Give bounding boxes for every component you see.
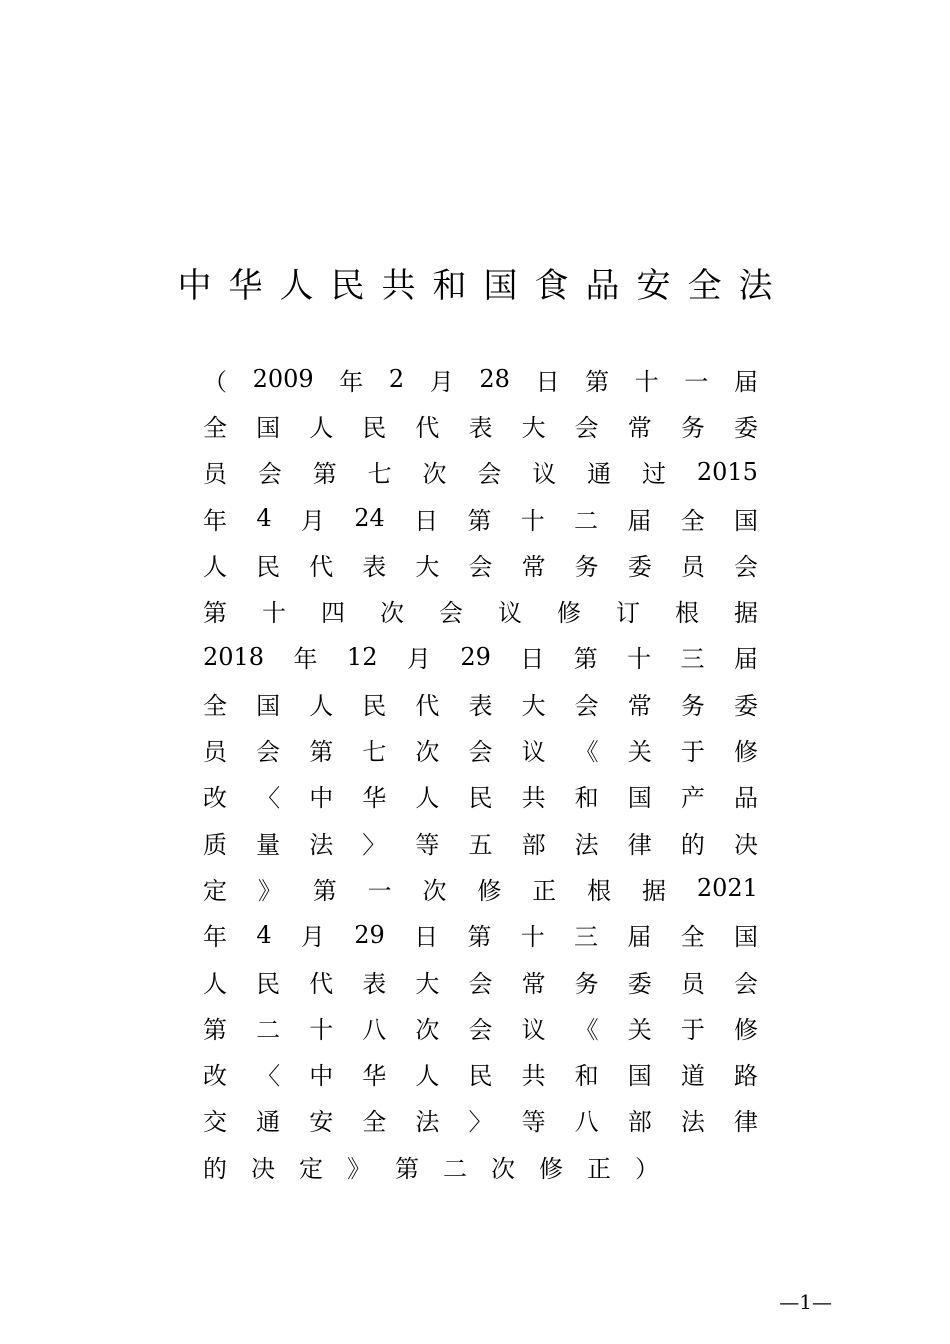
- preamble-line: [203, 1050, 758, 1096]
- preamble-token: 质: [203, 830, 227, 859]
- preamble-token: 议: [521, 1015, 546, 1044]
- preamble-token: 月: [300, 506, 325, 535]
- preamble-line: [203, 912, 758, 958]
- preamble-token: 员: [203, 460, 227, 489]
- preamble-token: 人: [415, 784, 440, 813]
- preamble-token: 会: [477, 460, 502, 489]
- preamble-token: 次: [415, 1015, 440, 1044]
- preamble-token: 关: [627, 1015, 652, 1044]
- preamble-token: 4: [256, 504, 272, 533]
- preamble-token: （: [203, 367, 227, 396]
- preamble-line: [203, 1143, 758, 1189]
- preamble-token: 民: [256, 552, 281, 581]
- preamble-token: 七: [362, 738, 387, 767]
- law-title: 中华人民共和国食品安全法: [177, 266, 790, 306]
- preamble-token: 十: [627, 645, 652, 674]
- preamble-token: 法: [680, 1108, 705, 1137]
- preamble-token: 届: [627, 506, 652, 535]
- preamble-token: 的: [680, 830, 705, 859]
- preamble-token: 次: [422, 876, 447, 905]
- preamble-token: 八: [574, 1108, 599, 1137]
- preamble-token: 交: [203, 1108, 227, 1137]
- preamble-token: 〉: [468, 1108, 493, 1137]
- preamble-token: 第: [573, 645, 598, 674]
- preamble-token: 代: [415, 413, 440, 442]
- preamble-token: 法: [415, 1108, 440, 1137]
- preamble-token: 共: [521, 784, 546, 813]
- preamble-token: 全: [680, 506, 705, 535]
- preamble-token: 会: [733, 552, 758, 581]
- preamble-token: 改: [203, 784, 227, 813]
- preamble-token: 会: [574, 691, 599, 720]
- preamble-token: 全: [362, 1108, 387, 1137]
- preamble-line: [203, 541, 758, 587]
- preamble-token: 月: [300, 923, 325, 952]
- preamble-token: 部: [521, 830, 546, 859]
- preamble-line: [203, 587, 758, 633]
- preamble-token: 七: [367, 460, 392, 489]
- preamble-token: 修: [539, 1154, 563, 1183]
- preamble-token: 路: [733, 1062, 758, 1091]
- preamble-token: 会: [468, 738, 493, 767]
- preamble-token: 24: [354, 504, 385, 533]
- preamble-token: 28: [479, 365, 510, 394]
- preamble-token: 会: [256, 738, 281, 767]
- preamble-token: 民: [256, 969, 281, 998]
- preamble-token: 等: [521, 1108, 546, 1137]
- preamble-token: 大: [415, 969, 440, 998]
- preamble-token: 民: [362, 691, 387, 720]
- preamble-line: [203, 773, 758, 819]
- preamble-token: 法: [309, 830, 334, 859]
- preamble-token: 民: [362, 413, 387, 442]
- preamble-token: 月: [406, 645, 431, 674]
- preamble-token: 常: [521, 552, 546, 581]
- preamble-token: 会: [468, 552, 493, 581]
- preamble-token: 第: [312, 460, 337, 489]
- preamble-token: 2021: [696, 874, 758, 903]
- preamble-token: 议: [498, 599, 522, 628]
- preamble-token: 〈: [256, 784, 281, 813]
- preamble-token: 修: [733, 1015, 758, 1044]
- preamble-token: 会: [468, 1015, 493, 1044]
- preamble-token: 全: [203, 413, 227, 442]
- preamble-token: 29: [460, 642, 491, 671]
- preamble-token: 改: [203, 1062, 227, 1091]
- preamble-token: 据: [734, 599, 758, 628]
- preamble-token: 委: [627, 552, 652, 581]
- preamble-token: 大: [521, 413, 546, 442]
- preamble-token: 律: [733, 1108, 758, 1137]
- preamble-token: 员: [680, 552, 705, 581]
- preamble-token: 国: [627, 1062, 652, 1091]
- preamble-token: 部: [627, 1108, 652, 1137]
- preamble-token: 三: [680, 645, 705, 674]
- preamble-token: 全: [203, 691, 227, 720]
- preamble-token: 员: [203, 738, 227, 767]
- preamble-token: 十: [634, 367, 659, 396]
- preamble-token: 第: [203, 1015, 227, 1044]
- preamble-token: 道: [680, 1062, 705, 1091]
- preamble-token: 月: [429, 367, 454, 396]
- preamble-token: 人: [309, 691, 334, 720]
- preamble-token: 修: [477, 876, 502, 905]
- preamble-token: 〉: [362, 830, 387, 859]
- preamble-token: 委: [733, 691, 758, 720]
- preamble-token: 届: [627, 923, 652, 952]
- preamble-token: 第: [309, 738, 334, 767]
- preamble-token: 共: [521, 1062, 546, 1091]
- preamble-token: 中: [309, 784, 334, 813]
- preamble-token: 会: [733, 969, 758, 998]
- preamble-token: 修: [557, 599, 581, 628]
- preamble-token: 人: [309, 413, 334, 442]
- preamble-token: 五: [468, 830, 493, 859]
- preamble-token: 定: [299, 1154, 323, 1183]
- preamble-token: 法: [574, 830, 599, 859]
- preamble-token: 人: [203, 552, 227, 581]
- preamble-token: 务: [680, 413, 705, 442]
- preamble-token: 代: [309, 969, 334, 998]
- preamble-token: 律: [627, 830, 652, 859]
- preamble-token: 2018: [203, 642, 265, 671]
- preamble-token: 决: [251, 1154, 275, 1183]
- preamble-token: 次: [422, 460, 447, 489]
- preamble-token: 29: [354, 920, 385, 949]
- preamble-token: 产: [680, 784, 705, 813]
- preamble-line: [203, 865, 758, 911]
- preamble-token: 根: [675, 599, 699, 628]
- preamble-token: 据: [642, 876, 666, 905]
- preamble-token: 委: [627, 969, 652, 998]
- preamble-token: 2015: [696, 457, 758, 486]
- preamble-token: 二: [443, 1154, 467, 1183]
- preamble-token: 会: [574, 413, 599, 442]
- preamble-line: [203, 402, 758, 448]
- preamble-token: 表: [468, 413, 493, 442]
- preamble-token: 国: [256, 691, 281, 720]
- preamble-token: 表: [468, 691, 493, 720]
- preamble-token: 2: [388, 365, 405, 394]
- preamble-token: 和: [574, 784, 599, 813]
- preamble-line: [203, 819, 758, 865]
- preamble-token: 正: [587, 1154, 611, 1183]
- preamble-token: 2009: [252, 365, 314, 394]
- preamble-token: 订: [616, 599, 640, 628]
- preamble-token: 《: [574, 738, 599, 767]
- preamble-token: 年: [203, 506, 227, 535]
- preamble-token: 会: [468, 969, 493, 998]
- preamble-token: 四: [321, 599, 345, 628]
- preamble-token: 通: [256, 1108, 281, 1137]
- preamble-token: 定: [203, 876, 227, 905]
- preamble-token: 一: [367, 876, 392, 905]
- law-preamble: [203, 356, 758, 1189]
- preamble-token: 十: [309, 1015, 334, 1044]
- preamble-token: 决: [733, 830, 758, 859]
- preamble-token: 中: [309, 1062, 334, 1091]
- preamble-token: 于: [680, 738, 705, 767]
- preamble-token: 国: [256, 413, 281, 442]
- preamble-token: 务: [574, 552, 599, 581]
- preamble-token: 议: [532, 460, 557, 489]
- preamble-token: 次: [380, 599, 404, 628]
- preamble-token: 年: [339, 367, 364, 396]
- preamble-token: 第: [395, 1154, 419, 1183]
- preamble-token: 年: [293, 645, 318, 674]
- preamble-token: 三: [574, 923, 599, 952]
- preamble-token: 议: [521, 738, 546, 767]
- preamble-token: 二: [256, 1015, 281, 1044]
- preamble-token: 国: [733, 506, 758, 535]
- preamble-token: 日: [535, 367, 560, 396]
- preamble-token: 常: [521, 969, 546, 998]
- preamble-token: 十: [520, 506, 545, 535]
- preamble-token: 全: [680, 923, 705, 952]
- preamble-token: 务: [574, 969, 599, 998]
- preamble-token: 人: [415, 1062, 440, 1091]
- preamble-token: 《: [574, 1015, 599, 1044]
- preamble-token: 等: [415, 830, 440, 859]
- preamble-token: 量: [256, 830, 281, 859]
- preamble-token: 安: [309, 1108, 334, 1137]
- preamble-token: 的: [203, 1154, 227, 1183]
- preamble-token: 国: [627, 784, 652, 813]
- preamble-token: 次: [415, 738, 440, 767]
- preamble-line: [203, 449, 758, 495]
- preamble-token: 4: [256, 920, 272, 949]
- preamble-token: 过: [642, 460, 666, 489]
- preamble-token: 第: [203, 599, 227, 628]
- preamble-token: 届: [733, 645, 758, 674]
- preamble-token: 大: [415, 552, 440, 581]
- preamble-line: [203, 634, 758, 680]
- preamble-token: 第: [585, 367, 610, 396]
- preamble-token: 会: [439, 599, 463, 628]
- preamble-token: 二: [574, 506, 599, 535]
- preamble-line: [203, 1097, 758, 1143]
- preamble-token: 年: [203, 923, 227, 952]
- preamble-token: 会: [257, 460, 282, 489]
- preamble-token: 八: [362, 1015, 387, 1044]
- preamble-token: 民: [468, 784, 493, 813]
- preamble-token: 通: [587, 460, 612, 489]
- page-number: —1—: [779, 1290, 832, 1314]
- preamble-token: 委: [733, 413, 758, 442]
- preamble-token: 表: [362, 552, 387, 581]
- preamble-token: 代: [415, 691, 440, 720]
- preamble-token: 日: [520, 645, 545, 674]
- preamble-token: 国: [733, 923, 758, 952]
- preamble-token: 根: [587, 876, 612, 905]
- preamble-token: 第: [467, 923, 492, 952]
- preamble-token: 12: [346, 642, 378, 671]
- preamble-token: 十: [520, 923, 545, 952]
- preamble-token: 一: [684, 367, 709, 396]
- preamble-token: 于: [680, 1015, 705, 1044]
- preamble-token: 民: [468, 1062, 493, 1091]
- preamble-line: [203, 958, 758, 1004]
- preamble-line: [203, 356, 758, 402]
- preamble-token: 》: [347, 1154, 371, 1183]
- preamble-token: 第: [467, 506, 492, 535]
- preamble-token: 日: [414, 506, 439, 535]
- preamble-token: 华: [362, 1062, 387, 1091]
- preamble-token: 务: [680, 691, 705, 720]
- preamble-token: 届: [734, 367, 758, 396]
- preamble-token: 常: [627, 413, 652, 442]
- preamble-line: [203, 680, 758, 726]
- preamble-token: 〈: [256, 1062, 281, 1091]
- preamble-token: 次: [491, 1154, 515, 1183]
- preamble-token: 表: [362, 969, 387, 998]
- preamble-token: 关: [627, 738, 652, 767]
- preamble-token: 品: [733, 784, 758, 813]
- preamble-token: 常: [627, 691, 652, 720]
- preamble-line: [203, 1004, 758, 1050]
- preamble-token: 日: [414, 923, 439, 952]
- preamble-token: ）: [635, 1154, 659, 1183]
- preamble-token: 员: [680, 969, 705, 998]
- preamble-token: 》: [257, 876, 282, 905]
- preamble-token: 华: [362, 784, 387, 813]
- preamble-line: [203, 726, 758, 772]
- preamble-token: 大: [521, 691, 546, 720]
- preamble-token: 十: [262, 599, 286, 628]
- preamble-token: 人: [203, 969, 227, 998]
- preamble-token: 修: [733, 738, 758, 767]
- preamble-line: [203, 495, 758, 541]
- preamble-token: 第: [312, 876, 337, 905]
- preamble-token: 代: [309, 552, 334, 581]
- preamble-token: 正: [532, 876, 557, 905]
- preamble-token: 和: [574, 1062, 599, 1091]
